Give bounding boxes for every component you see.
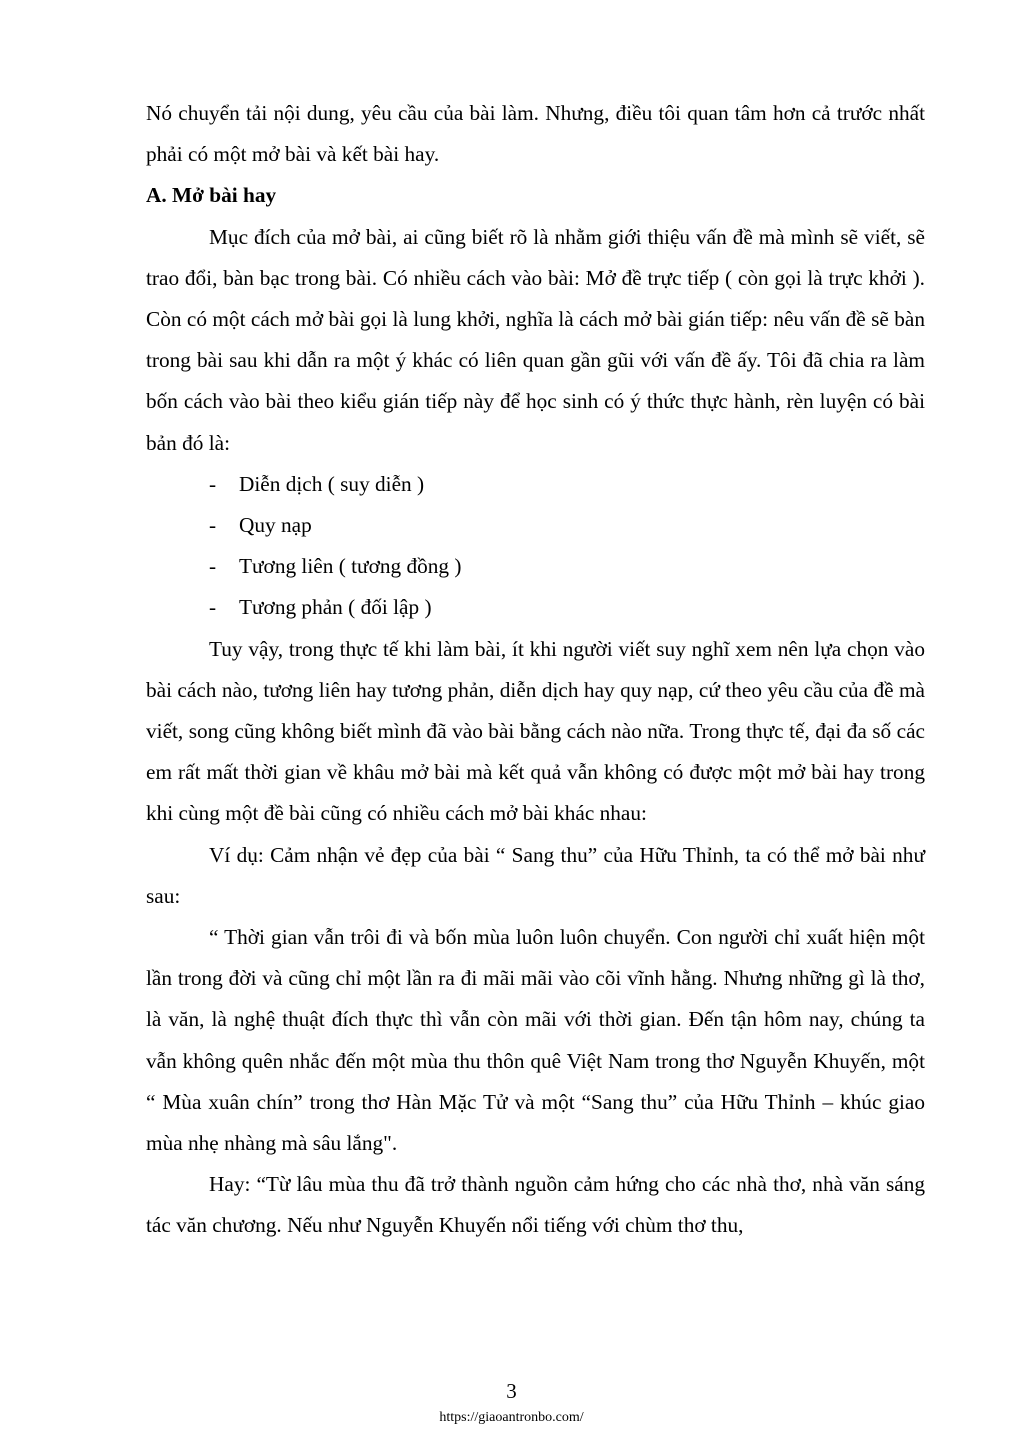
quote-paragraph: “ Thời gian vẫn trôi đi và bốn mùa luôn luôn chuyển. Con người chỉ xuất hiện một lần trong đời và cũng chỉ một lần ra đi mãi mãi vào cõi vĩnh hằng. Nhưng những gì là thơ, là văn, là nghệ thuật đích thực thì vẫn còn mãi với thời gian. Đến tận hôm nay, chúng ta vẫn không quên nhắc đến một mùa thu thôn quê Việt Nam trong thơ Nguyễn Khuyến, một “ Mùa xuân chín” trong thơ Hàn Mặc Tử và một “Sang thu” của Hữu Thỉnh – khúc giao mùa nhẹ nhàng mà sâu lắng". bbox=[146, 925, 925, 1156]
alternative-paragraph: Hay: “Từ lâu mùa thu đã trở thành nguồn cảm hứng cho các nhà thơ, nhà văn sáng tác văn chương. Nếu như Nguyễn Khuyến nổi tiếng với chùm thơ thu, bbox=[146, 1172, 925, 1238]
list-marker: - bbox=[209, 595, 217, 620]
section-heading: A. Mở bài hay bbox=[146, 183, 277, 208]
page-number: 3 bbox=[506, 1379, 517, 1403]
list-marker: - bbox=[209, 554, 217, 579]
method-label: Tương phản ( đối lập ) bbox=[239, 595, 432, 620]
document-body bbox=[146, 93, 925, 1247]
example-paragraph: Ví dụ: Cảm nhận vẻ đẹp của bài “ Sang thu” của Hữu Thỉnh, ta có thể mở bài như sau: bbox=[146, 842, 925, 908]
list-item bbox=[146, 587, 925, 628]
list-marker: - bbox=[209, 471, 217, 496]
intro-paragraph: Nó chuyển tải nội dung, yêu cầu của bài làm. Nhưng, điều tôi quan tâm hơn cả trước nhất phải có một mở bài và kết bài hay. bbox=[146, 101, 925, 167]
method-label: Tương liên ( tương đồng ) bbox=[239, 554, 462, 579]
list-item bbox=[146, 505, 925, 546]
list-item bbox=[146, 464, 925, 505]
reality-paragraph: Tuy vậy, trong thực tế khi làm bài, ít khi người viết suy nghĩ xem nên lựa chọn vào bài cách nào, tương liên hay tương phản, diễn dịch hay quy nạp, cứ theo yêu cầu của đề mà viết, song cũng không biết mình đã vào bài bằng cách nào nữa. Trong thực tế, đại đa số các em rất mất thời gian về khâu mở bài mà kết quả vẫn không có được một mở bài hay trong khi cùng một đề bài cũng có nhiều cách mở bài khác nhau: bbox=[146, 636, 925, 826]
method-label: Quy nạp bbox=[239, 513, 312, 538]
list-item bbox=[146, 546, 925, 587]
list-marker: - bbox=[209, 513, 217, 538]
footer-url[interactable]: https://giaoantronbo.com/ bbox=[439, 1410, 584, 1425]
methods-list bbox=[146, 464, 925, 629]
method-label: Diễn dịch ( suy diễn ) bbox=[239, 471, 425, 496]
purpose-paragraph: Mục đích của mở bài, ai cũng biết rõ là nhằm giới thiệu vấn đề mà mình sẽ viết, sẽ trao đổi, bàn bạc trong bài. Có nhiều cách vào bài: Mở đề trực tiếp ( còn gọi là trực khởi ). Còn có một cách mở bài gọi là lung khởi, nghĩa là cách mở bài gián tiếp: nêu vấn đề sẽ bàn trong bài sau khi dẫn ra một ý khác có liên quan gần gũi với vấn đề ấy. Tôi đã chia ra làm bốn cách vào bài theo kiểu gián tiếp này để học sinh có ý thức thực hành, rèn luyện có bài bản đó là: bbox=[146, 224, 925, 455]
